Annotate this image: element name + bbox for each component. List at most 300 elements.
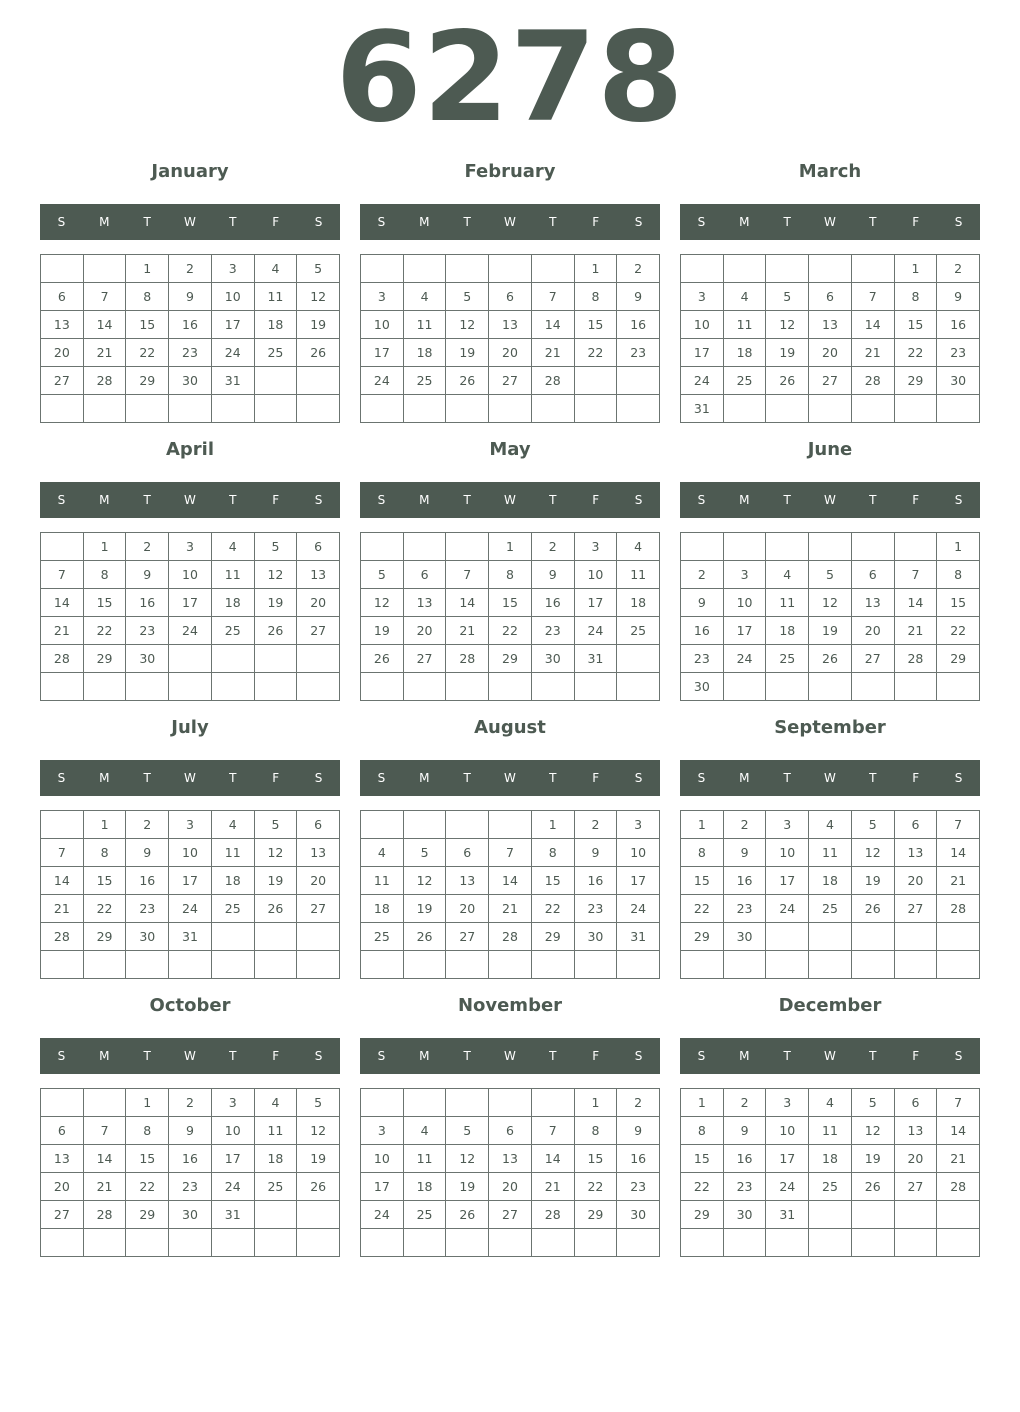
day-cell: 11 — [212, 839, 255, 867]
day-cell — [404, 255, 447, 283]
day-cell — [532, 395, 575, 423]
day-cell — [41, 811, 84, 839]
day-cell — [852, 673, 895, 701]
weekday-label: M — [419, 771, 430, 785]
day-cell: 20 — [489, 339, 532, 367]
day-cell: 10 — [212, 1117, 255, 1145]
month-december — [680, 988, 980, 1257]
weekday-label: T — [143, 1049, 151, 1063]
weekday-label: T — [869, 493, 877, 507]
weekday-label: S — [314, 493, 323, 507]
month-title: November — [457, 995, 563, 1016]
day-cell: 18 — [766, 617, 809, 645]
day-cell: 26 — [852, 1173, 895, 1201]
day-cell: 6 — [895, 811, 938, 839]
day-cell: 9 — [724, 839, 767, 867]
day-cell: 13 — [895, 839, 938, 867]
day-cell: 10 — [575, 561, 618, 589]
weekday-label: S — [634, 215, 643, 229]
day-cell — [169, 1229, 212, 1257]
day-cell: 26 — [446, 367, 489, 395]
day-cell — [617, 1229, 660, 1257]
day-cell: 23 — [126, 617, 169, 645]
day-cell: 1 — [895, 255, 938, 283]
day-cell: 2 — [575, 811, 618, 839]
weekday-header — [680, 760, 980, 796]
weekday-label: S — [57, 1049, 66, 1063]
weekday-label: M — [739, 1049, 750, 1063]
weekday-label: F — [592, 493, 600, 507]
day-cell: 29 — [84, 923, 127, 951]
day-cell — [852, 395, 895, 423]
day-cell: 9 — [575, 839, 618, 867]
day-cell: 15 — [681, 1145, 724, 1173]
month-april — [40, 432, 340, 701]
day-cell: 6 — [489, 283, 532, 311]
day-cell: 23 — [169, 339, 212, 367]
day-cell: 13 — [404, 589, 447, 617]
day-cell: 8 — [681, 839, 724, 867]
weekday-label: F — [272, 215, 280, 229]
weekday-label: F — [272, 493, 280, 507]
weekday-label: F — [272, 1049, 280, 1063]
day-cell: 6 — [404, 561, 447, 589]
day-cell: 3 — [169, 811, 212, 839]
day-cell: 22 — [84, 895, 127, 923]
day-cell: 14 — [41, 589, 84, 617]
day-cell — [41, 395, 84, 423]
day-cell: 27 — [41, 367, 84, 395]
day-cell: 6 — [809, 283, 852, 311]
day-cell: 13 — [41, 1145, 84, 1173]
day-cell — [297, 645, 340, 673]
weekday-label: W — [824, 771, 836, 785]
day-cell — [404, 395, 447, 423]
day-cell: 24 — [766, 895, 809, 923]
day-cell: 16 — [937, 311, 980, 339]
day-cell — [809, 533, 852, 561]
day-cell: 16 — [724, 1145, 767, 1173]
day-cell — [361, 951, 404, 979]
day-cell: 5 — [255, 533, 298, 561]
day-cell: 1 — [126, 255, 169, 283]
day-cell: 17 — [766, 867, 809, 895]
day-cell — [212, 951, 255, 979]
day-cell — [404, 951, 447, 979]
weekday-label: M — [99, 215, 110, 229]
day-cell: 21 — [895, 617, 938, 645]
day-cell: 25 — [809, 1173, 852, 1201]
day-cell: 6 — [489, 1117, 532, 1145]
day-cell: 19 — [361, 617, 404, 645]
day-cell: 10 — [212, 283, 255, 311]
day-cell: 19 — [852, 1145, 895, 1173]
day-cell: 21 — [852, 339, 895, 367]
day-cell: 15 — [895, 311, 938, 339]
day-cell: 28 — [41, 923, 84, 951]
day-cell: 3 — [766, 1089, 809, 1117]
day-cell: 24 — [361, 367, 404, 395]
weekday-label: S — [377, 771, 386, 785]
day-cell: 4 — [724, 283, 767, 311]
day-cell: 27 — [404, 645, 447, 673]
day-cell — [809, 923, 852, 951]
weekday-label: S — [697, 493, 706, 507]
weekday-header — [40, 1038, 340, 1074]
day-cell: 16 — [575, 867, 618, 895]
weekday-header — [360, 760, 660, 796]
day-cell — [575, 367, 618, 395]
day-cell: 7 — [937, 1089, 980, 1117]
weekday-label: M — [99, 493, 110, 507]
weekday-label: S — [57, 771, 66, 785]
day-cell: 1 — [575, 255, 618, 283]
day-cell: 21 — [446, 617, 489, 645]
day-cell: 9 — [617, 283, 660, 311]
day-cell: 4 — [255, 1089, 298, 1117]
month-october — [40, 988, 340, 1257]
day-cell: 12 — [852, 1117, 895, 1145]
day-cell: 31 — [212, 367, 255, 395]
day-cell: 2 — [681, 561, 724, 589]
day-grid — [40, 810, 340, 979]
day-cell: 2 — [169, 1089, 212, 1117]
day-cell: 5 — [404, 839, 447, 867]
day-cell: 24 — [617, 895, 660, 923]
weekday-label: T — [229, 771, 237, 785]
day-cell: 13 — [809, 311, 852, 339]
day-cell — [404, 811, 447, 839]
day-cell: 13 — [41, 311, 84, 339]
weekday-header — [40, 482, 340, 518]
day-cell: 25 — [404, 1201, 447, 1229]
day-cell: 7 — [532, 1117, 575, 1145]
day-cell: 22 — [937, 617, 980, 645]
day-cell: 20 — [809, 339, 852, 367]
day-cell: 13 — [489, 311, 532, 339]
day-cell: 4 — [766, 561, 809, 589]
weekday-label: M — [419, 1049, 430, 1063]
weekday-label: S — [954, 1049, 963, 1063]
weekday-label: S — [954, 493, 963, 507]
day-cell: 3 — [681, 283, 724, 311]
day-cell: 9 — [937, 283, 980, 311]
day-cell: 1 — [937, 533, 980, 561]
day-cell: 14 — [937, 1117, 980, 1145]
day-cell: 31 — [766, 1201, 809, 1229]
day-cell: 16 — [532, 589, 575, 617]
day-cell: 2 — [126, 533, 169, 561]
day-cell — [126, 1229, 169, 1257]
day-cell: 1 — [532, 811, 575, 839]
day-cell — [724, 395, 767, 423]
day-cell: 26 — [404, 923, 447, 951]
day-cell: 14 — [937, 839, 980, 867]
day-cell — [404, 1089, 447, 1117]
day-cell — [575, 395, 618, 423]
day-cell: 15 — [575, 1145, 618, 1173]
day-cell: 23 — [937, 339, 980, 367]
day-cell: 24 — [212, 339, 255, 367]
day-cell — [126, 951, 169, 979]
weekday-label: T — [869, 1049, 877, 1063]
day-cell — [724, 1229, 767, 1257]
day-cell: 15 — [126, 311, 169, 339]
day-cell — [297, 951, 340, 979]
weekday-label: S — [954, 215, 963, 229]
day-cell: 8 — [489, 561, 532, 589]
weekday-label: F — [592, 771, 600, 785]
day-cell — [937, 673, 980, 701]
day-cell: 18 — [724, 339, 767, 367]
weekday-label: M — [739, 493, 750, 507]
day-cell: 19 — [446, 339, 489, 367]
day-cell — [212, 673, 255, 701]
day-cell: 16 — [169, 311, 212, 339]
weekday-label: S — [314, 215, 323, 229]
weekday-label: T — [143, 215, 151, 229]
day-grid — [360, 1088, 660, 1257]
day-cell: 11 — [617, 561, 660, 589]
weekday-label: F — [912, 1049, 920, 1063]
day-cell: 25 — [404, 367, 447, 395]
day-cell: 20 — [446, 895, 489, 923]
month-may — [360, 432, 660, 701]
day-cell: 28 — [84, 1201, 127, 1229]
day-cell: 17 — [617, 867, 660, 895]
day-cell: 28 — [532, 1201, 575, 1229]
day-cell: 19 — [255, 589, 298, 617]
day-cell — [41, 673, 84, 701]
day-cell: 21 — [937, 867, 980, 895]
day-cell: 19 — [255, 867, 298, 895]
day-cell: 30 — [724, 923, 767, 951]
day-cell — [361, 1229, 404, 1257]
month-august — [360, 710, 660, 979]
day-cell: 27 — [809, 367, 852, 395]
day-cell — [297, 1201, 340, 1229]
weekday-label: M — [419, 493, 430, 507]
day-cell: 5 — [446, 1117, 489, 1145]
day-cell — [895, 673, 938, 701]
day-cell: 21 — [489, 895, 532, 923]
day-cell: 18 — [404, 339, 447, 367]
day-cell: 8 — [84, 839, 127, 867]
day-cell: 20 — [41, 339, 84, 367]
day-grid — [40, 1088, 340, 1257]
weekday-label: F — [592, 1049, 600, 1063]
day-cell — [895, 1229, 938, 1257]
day-cell — [255, 923, 298, 951]
day-cell: 21 — [84, 1173, 127, 1201]
weekday-label: T — [463, 215, 471, 229]
month-title: August — [474, 717, 546, 738]
day-cell: 10 — [681, 311, 724, 339]
day-cell — [895, 533, 938, 561]
day-cell — [255, 367, 298, 395]
weekday-label: T — [463, 1049, 471, 1063]
day-cell — [446, 1229, 489, 1257]
day-cell: 6 — [41, 1117, 84, 1145]
day-cell: 24 — [575, 617, 618, 645]
day-cell: 23 — [681, 645, 724, 673]
day-cell: 14 — [489, 867, 532, 895]
day-cell: 16 — [617, 311, 660, 339]
day-cell: 25 — [255, 1173, 298, 1201]
day-cell — [575, 673, 618, 701]
month-title: June — [807, 439, 853, 460]
day-cell: 12 — [404, 867, 447, 895]
day-cell: 17 — [169, 589, 212, 617]
day-cell: 9 — [617, 1117, 660, 1145]
weekday-label: T — [869, 215, 877, 229]
day-cell — [212, 395, 255, 423]
day-cell: 5 — [446, 283, 489, 311]
day-cell: 16 — [724, 867, 767, 895]
day-cell: 6 — [297, 533, 340, 561]
day-cell: 5 — [852, 1089, 895, 1117]
day-cell: 23 — [126, 895, 169, 923]
day-cell — [809, 673, 852, 701]
weekday-label: S — [634, 1049, 643, 1063]
day-cell: 12 — [446, 311, 489, 339]
day-cell — [169, 951, 212, 979]
day-cell: 15 — [489, 589, 532, 617]
day-cell: 19 — [404, 895, 447, 923]
day-cell: 26 — [809, 645, 852, 673]
day-cell: 10 — [361, 311, 404, 339]
weekday-label: T — [143, 493, 151, 507]
day-cell — [937, 951, 980, 979]
weekday-label: T — [463, 493, 471, 507]
day-cell: 10 — [617, 839, 660, 867]
weekday-label: T — [783, 771, 791, 785]
day-cell — [766, 255, 809, 283]
weekday-label: W — [504, 493, 516, 507]
day-cell: 17 — [169, 867, 212, 895]
day-cell: 26 — [852, 895, 895, 923]
weekday-header — [360, 204, 660, 240]
weekday-label: S — [697, 1049, 706, 1063]
day-cell: 9 — [724, 1117, 767, 1145]
day-cell: 27 — [895, 1173, 938, 1201]
day-cell: 22 — [575, 1173, 618, 1201]
weekday-label: S — [314, 771, 323, 785]
day-cell — [766, 951, 809, 979]
weekday-label: W — [504, 1049, 516, 1063]
day-cell — [937, 395, 980, 423]
day-cell — [446, 811, 489, 839]
day-cell: 29 — [126, 1201, 169, 1229]
day-cell: 9 — [126, 839, 169, 867]
day-cell: 8 — [532, 839, 575, 867]
month-title: October — [149, 995, 231, 1016]
day-cell: 16 — [681, 617, 724, 645]
day-grid — [680, 254, 980, 423]
day-cell: 17 — [575, 589, 618, 617]
day-cell: 26 — [255, 895, 298, 923]
weekday-label: S — [314, 1049, 323, 1063]
day-cell: 2 — [169, 255, 212, 283]
weekday-label: S — [697, 215, 706, 229]
day-cell — [212, 923, 255, 951]
day-cell: 28 — [532, 367, 575, 395]
day-cell — [41, 255, 84, 283]
day-cell: 18 — [361, 895, 404, 923]
weekday-label: F — [272, 771, 280, 785]
day-cell: 2 — [617, 1089, 660, 1117]
weekday-label: T — [783, 493, 791, 507]
day-cell: 30 — [169, 1201, 212, 1229]
weekday-label: W — [824, 215, 836, 229]
day-cell: 14 — [84, 1145, 127, 1173]
day-cell: 24 — [169, 895, 212, 923]
day-cell: 30 — [724, 1201, 767, 1229]
day-cell: 11 — [404, 1145, 447, 1173]
month-title: April — [165, 439, 215, 460]
day-cell: 11 — [809, 1117, 852, 1145]
day-cell — [297, 923, 340, 951]
day-cell: 26 — [297, 339, 340, 367]
day-cell: 12 — [255, 561, 298, 589]
day-cell — [361, 255, 404, 283]
day-cell: 17 — [724, 617, 767, 645]
day-cell — [809, 1201, 852, 1229]
day-cell — [361, 395, 404, 423]
day-cell: 22 — [895, 339, 938, 367]
day-cell — [852, 255, 895, 283]
weekday-label: T — [229, 1049, 237, 1063]
weekday-label: F — [912, 215, 920, 229]
day-grid — [680, 532, 980, 701]
day-cell — [724, 673, 767, 701]
day-cell: 7 — [41, 561, 84, 589]
day-cell: 5 — [361, 561, 404, 589]
day-cell — [212, 645, 255, 673]
day-cell: 11 — [766, 589, 809, 617]
day-cell: 11 — [255, 283, 298, 311]
day-cell: 21 — [532, 1173, 575, 1201]
day-cell — [169, 645, 212, 673]
day-cell — [724, 255, 767, 283]
day-cell: 12 — [766, 311, 809, 339]
day-cell: 10 — [724, 589, 767, 617]
day-cell — [212, 1229, 255, 1257]
day-cell: 23 — [169, 1173, 212, 1201]
day-cell: 9 — [169, 283, 212, 311]
day-cell: 13 — [895, 1117, 938, 1145]
day-cell: 3 — [212, 1089, 255, 1117]
day-cell: 8 — [895, 283, 938, 311]
day-cell — [446, 951, 489, 979]
day-cell: 26 — [446, 1201, 489, 1229]
day-cell: 30 — [169, 367, 212, 395]
day-grid — [360, 810, 660, 979]
day-cell: 4 — [809, 811, 852, 839]
day-cell — [404, 673, 447, 701]
day-cell: 13 — [297, 839, 340, 867]
day-cell: 3 — [617, 811, 660, 839]
day-cell: 25 — [212, 617, 255, 645]
month-title: March — [798, 161, 862, 182]
day-cell: 25 — [212, 895, 255, 923]
day-cell: 4 — [617, 533, 660, 561]
day-cell: 27 — [895, 895, 938, 923]
day-cell: 25 — [766, 645, 809, 673]
day-cell: 24 — [681, 367, 724, 395]
weekday-label: M — [99, 771, 110, 785]
day-cell — [852, 923, 895, 951]
